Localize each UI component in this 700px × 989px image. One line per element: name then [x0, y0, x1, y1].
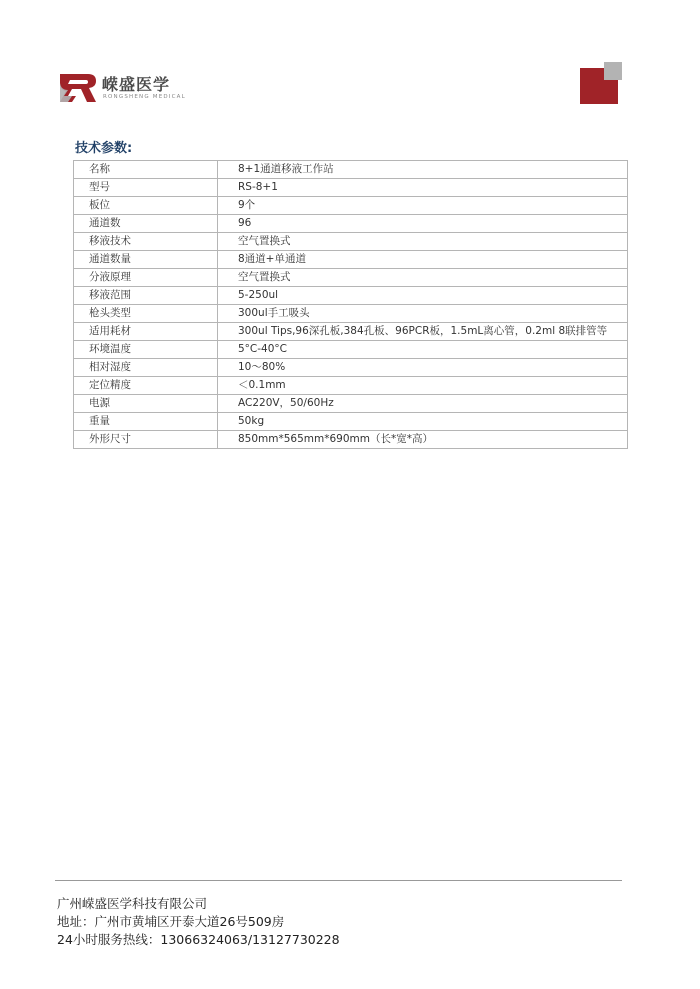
spec-value: 300ul Tips,96深孔板,384孔板、96PCR板，1.5mL离心管，0.2ml 8联排管等	[218, 323, 628, 341]
spec-table	[73, 160, 628, 449]
table-row	[74, 251, 628, 269]
table-row	[74, 395, 628, 413]
table-row	[74, 305, 628, 323]
spec-value: 空气置换式	[218, 269, 628, 287]
spec-value: 300ul手工吸头	[218, 305, 628, 323]
table-row	[74, 359, 628, 377]
table-row	[74, 197, 628, 215]
spec-key: 枪头类型	[74, 305, 218, 323]
brand-name-en: RONGSHENG MEDICAL	[103, 94, 186, 100]
spec-value: 5°C-40°C	[218, 341, 628, 359]
spec-key: 外形尺寸	[74, 431, 218, 449]
table-row	[74, 161, 628, 179]
spec-key: 适用耗材	[74, 323, 218, 341]
spec-value: 96	[218, 215, 628, 233]
corner-grey-square	[604, 62, 622, 80]
spec-key: 移液技术	[74, 233, 218, 251]
footer-address: 地址：广州市黄埔区开泰大道26号509房	[57, 914, 285, 929]
spec-key: 重量	[74, 413, 218, 431]
spec-key: 移液范围	[74, 287, 218, 305]
spec-key: 名称	[74, 161, 218, 179]
spec-key: 环境温度	[74, 341, 218, 359]
table-row	[74, 287, 628, 305]
spec-key: 通道数	[74, 215, 218, 233]
table-row	[74, 413, 628, 431]
spec-value: 10～80%	[218, 359, 628, 377]
spec-value: RS-8+1	[218, 179, 628, 197]
spec-key: 相对湿度	[74, 359, 218, 377]
table-row	[74, 269, 628, 287]
footer-hotline: 24小时服务热线：13066324063/13127730228	[57, 932, 340, 947]
spec-value: 空气置换式	[218, 233, 628, 251]
spec-value: 50kg	[218, 413, 628, 431]
spec-value: ＜0.1mm	[218, 377, 628, 395]
table-row	[74, 179, 628, 197]
spec-key: 电源	[74, 395, 218, 413]
brand-name-cn: 嵘盛医学	[102, 75, 171, 94]
spec-value: 850mm*565mm*690mm（长*宽*高）	[218, 431, 628, 449]
footer-divider	[55, 880, 622, 881]
footer	[57, 895, 340, 949]
spec-value: 8通道+单通道	[218, 251, 628, 269]
spec-key: 定位精度	[74, 377, 218, 395]
footer-company: 广州嵘盛医学科技有限公司	[57, 896, 208, 911]
spec-value: 8+1通道移液工作站	[218, 161, 628, 179]
spec-key: 分液原理	[74, 269, 218, 287]
corner-decoration	[580, 62, 622, 104]
section-title: 技术参数:	[75, 141, 133, 156]
spec-value: 9个	[218, 197, 628, 215]
table-row	[74, 323, 628, 341]
table-row	[74, 215, 628, 233]
logo-mark-icon	[58, 70, 98, 104]
spec-key: 通道数量	[74, 251, 218, 269]
spec-value: AC220V，50/60Hz	[218, 395, 628, 413]
spec-key: 板位	[74, 197, 218, 215]
table-row	[74, 233, 628, 251]
brand-logo	[58, 70, 208, 106]
table-row	[74, 377, 628, 395]
table-row	[74, 341, 628, 359]
spec-value: 5-250ul	[218, 287, 628, 305]
spec-key: 型号	[74, 179, 218, 197]
table-row	[74, 431, 628, 449]
